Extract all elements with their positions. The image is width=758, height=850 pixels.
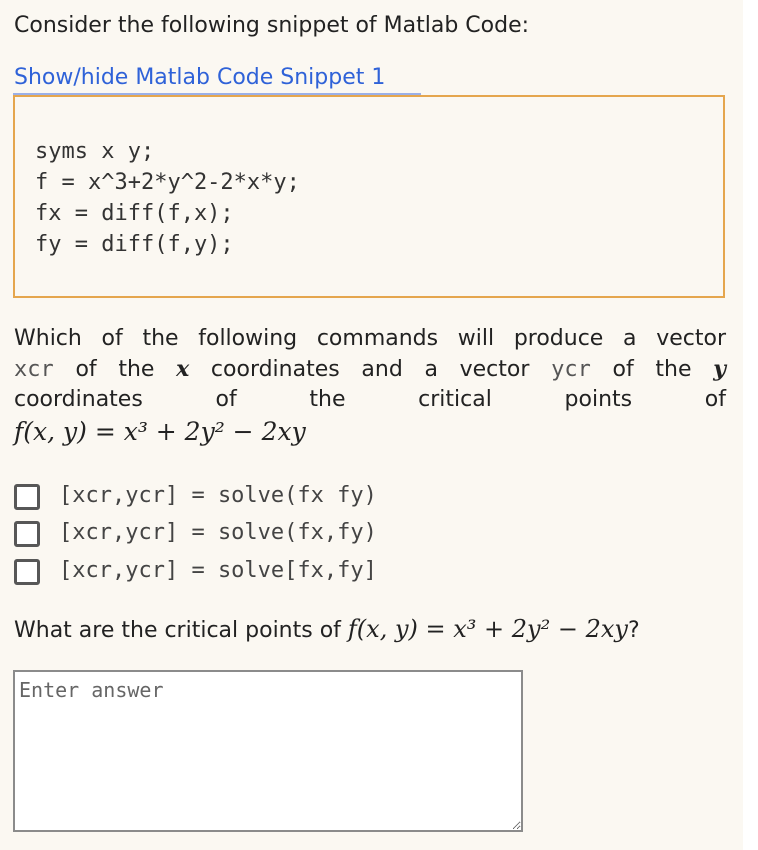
answer-option-1[interactable] [14, 481, 714, 513]
checkbox-option-2[interactable] [14, 521, 40, 547]
critical-formula: f(x, y) = x³ + 2y² − 2xy [347, 615, 628, 643]
question-text: of the [612, 357, 714, 382]
critical-question-prefix: What are the critical points of [14, 618, 348, 643]
code-line-1: syms x y; [35, 139, 155, 164]
question-text: coordinates and a vector [210, 357, 552, 382]
critical-points-question [14, 614, 640, 646]
checkbox-option-1[interactable] [14, 484, 40, 510]
checkbox-option-3[interactable] [14, 559, 40, 585]
show-hide-code-link[interactable]: Show/hide Matlab Code Snippet 1 [14, 65, 386, 90]
question-line-3: coordinates of the critical points of [14, 387, 726, 412]
option-label-3: [xcr,ycr] = solve[fx,fy] [59, 558, 377, 583]
code-line-4: fy = diff(f,y); [35, 232, 234, 257]
answer-option-3[interactable] [14, 556, 714, 588]
option-label-1: [xcr,ycr] = solve(fx fy) [59, 483, 377, 508]
function-formula: f(x, y) = x³ + 2y² − 2xy [14, 417, 306, 446]
question-line-1: Which of the following commands will produce a vector [14, 326, 726, 351]
code-line-2: f = x^3+2*y^2-2*x*y; [35, 170, 300, 195]
question-line-2 [14, 354, 726, 385]
question-text: of the [75, 357, 177, 382]
code-line-3: fx = diff(f,x); [35, 201, 234, 226]
xcr-code: xcr [14, 357, 54, 382]
option-label-2: [xcr,ycr] = solve(fx,fy) [59, 520, 377, 545]
math-x: x [176, 356, 190, 382]
matlab-code-snippet [13, 95, 725, 298]
intro-text: Consider the following snippet of Matlab Code: [14, 13, 530, 38]
critical-question-suffix: ? [627, 618, 640, 643]
answer-input[interactable] [13, 670, 523, 832]
answer-option-2[interactable] [14, 518, 714, 550]
math-y: y [713, 356, 726, 382]
ycr-code: ycr [551, 357, 591, 382]
